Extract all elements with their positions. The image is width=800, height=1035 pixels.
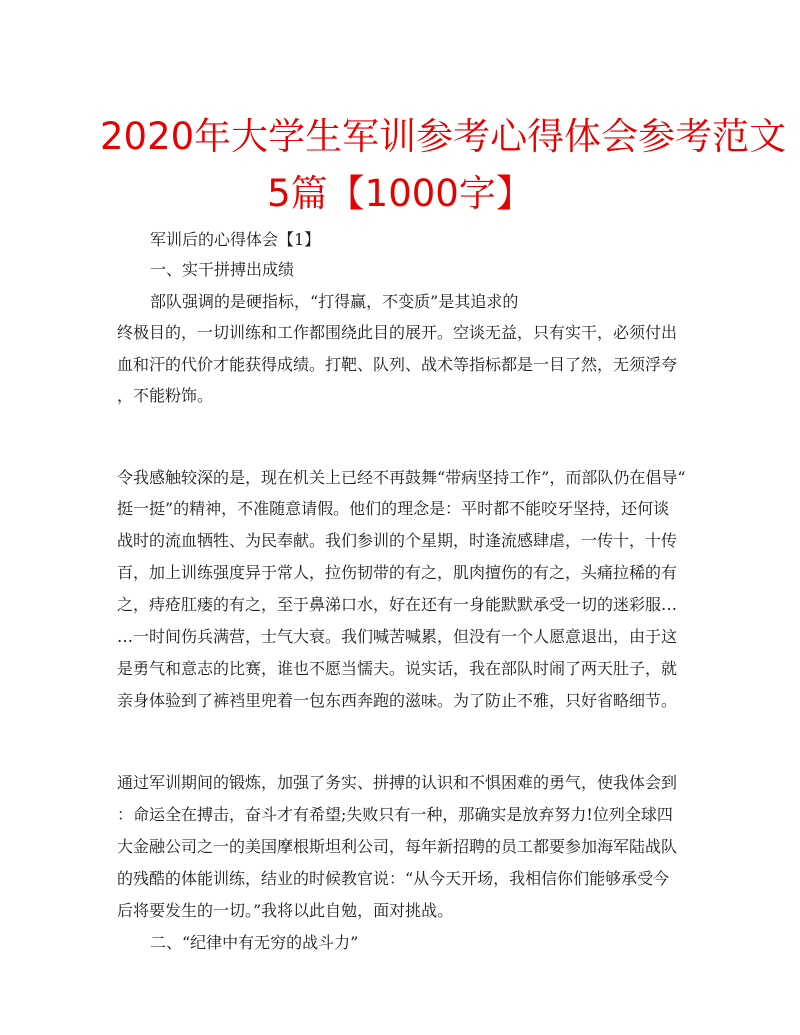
paragraph-line: 终极目的，一切训练和工作都围绕此目的展开。空谈无益，只有实干，必须付出 <box>117 323 678 342</box>
paragraph-line: …一时间伤兵满营，士气大衰。我们喊苦喊累，但没有一个人愿意退出，由于这 <box>117 627 678 646</box>
paragraph-line: 后将要发生的一切。”我将以此自勉，面对挑战。 <box>117 901 454 920</box>
paragraph-line: ：命运全在搏击，奋斗才有希望;失败只有一种，那确实是放弃努力!位列全球四 <box>117 805 673 824</box>
paragraph-line: 百，加上训练强度异于常人，拉伤韧带的有之，肌肉擅伤的有之，头痛拉稀的有 <box>117 563 678 582</box>
paragraph-line: 的残酷的体能训练，结业的时候教官说：“从今天开场，我相信你们能够承受今 <box>117 869 670 888</box>
paragraph-line: 大金融公司之一的美国摩根斯坦利公司，每年新招聘的员工都要参加海军陆战队 <box>117 837 678 856</box>
paragraph-line: 令我感触较深的是，现在机关上已经不再鼓舞“带病坚持工作”，而部队仍在倡导“ <box>117 468 686 487</box>
paragraph-line: ，不能粉饰。 <box>117 386 214 405</box>
document-title-line-2: 5篇【1000字】 <box>267 172 533 215</box>
paragraph-line: 是勇气和意志的比赛，谁也不愿当懦夫。说实话，我在部队时闹了两天肚子，就 <box>117 659 678 678</box>
section-heading: 军训后的心得体会【1】 <box>150 230 321 249</box>
paragraph-line: 挺一挺”的精神，不准随意请假。他们的理念是：平时都不能咬牙坚持，还何谈 <box>117 499 670 518</box>
subsection-heading: 二、“纪律中有无穷的战斗力” <box>150 933 359 952</box>
paragraph-line: 亲身体验到了裤裆里兜着一包东西奔跑的滋味。为了防止不雅，只好省略细节。 <box>117 691 678 710</box>
subsection-heading: 一、实干拼搏出成绩 <box>150 260 295 279</box>
paragraph-line: 部队强调的是硬指标，“打得赢，不变质”是其追求的 <box>150 292 519 311</box>
paragraph-line: 战时的流血牺牲、为民奉献。我们参训的个星期，时逢流感肆虐，一传十，十传 <box>117 531 678 550</box>
paragraph-line: 血和汗的代价才能获得成绩。打靶、队列、战术等指标都是一目了然，无须浮夸 <box>117 355 678 374</box>
document-title-line-1: 2020年大学生军训参考心得体会参考范文 <box>100 115 787 158</box>
paragraph-line: 通过军训期间的锻炼，加强了务实、拼搏的认识和不惧困难的勇气，使我体会到 <box>117 773 678 792</box>
paragraph-line: 之，痔疮肛瘘的有之，至于鼻涕口水，好在还有一身能默默承受一切的迷彩服… <box>117 595 678 614</box>
